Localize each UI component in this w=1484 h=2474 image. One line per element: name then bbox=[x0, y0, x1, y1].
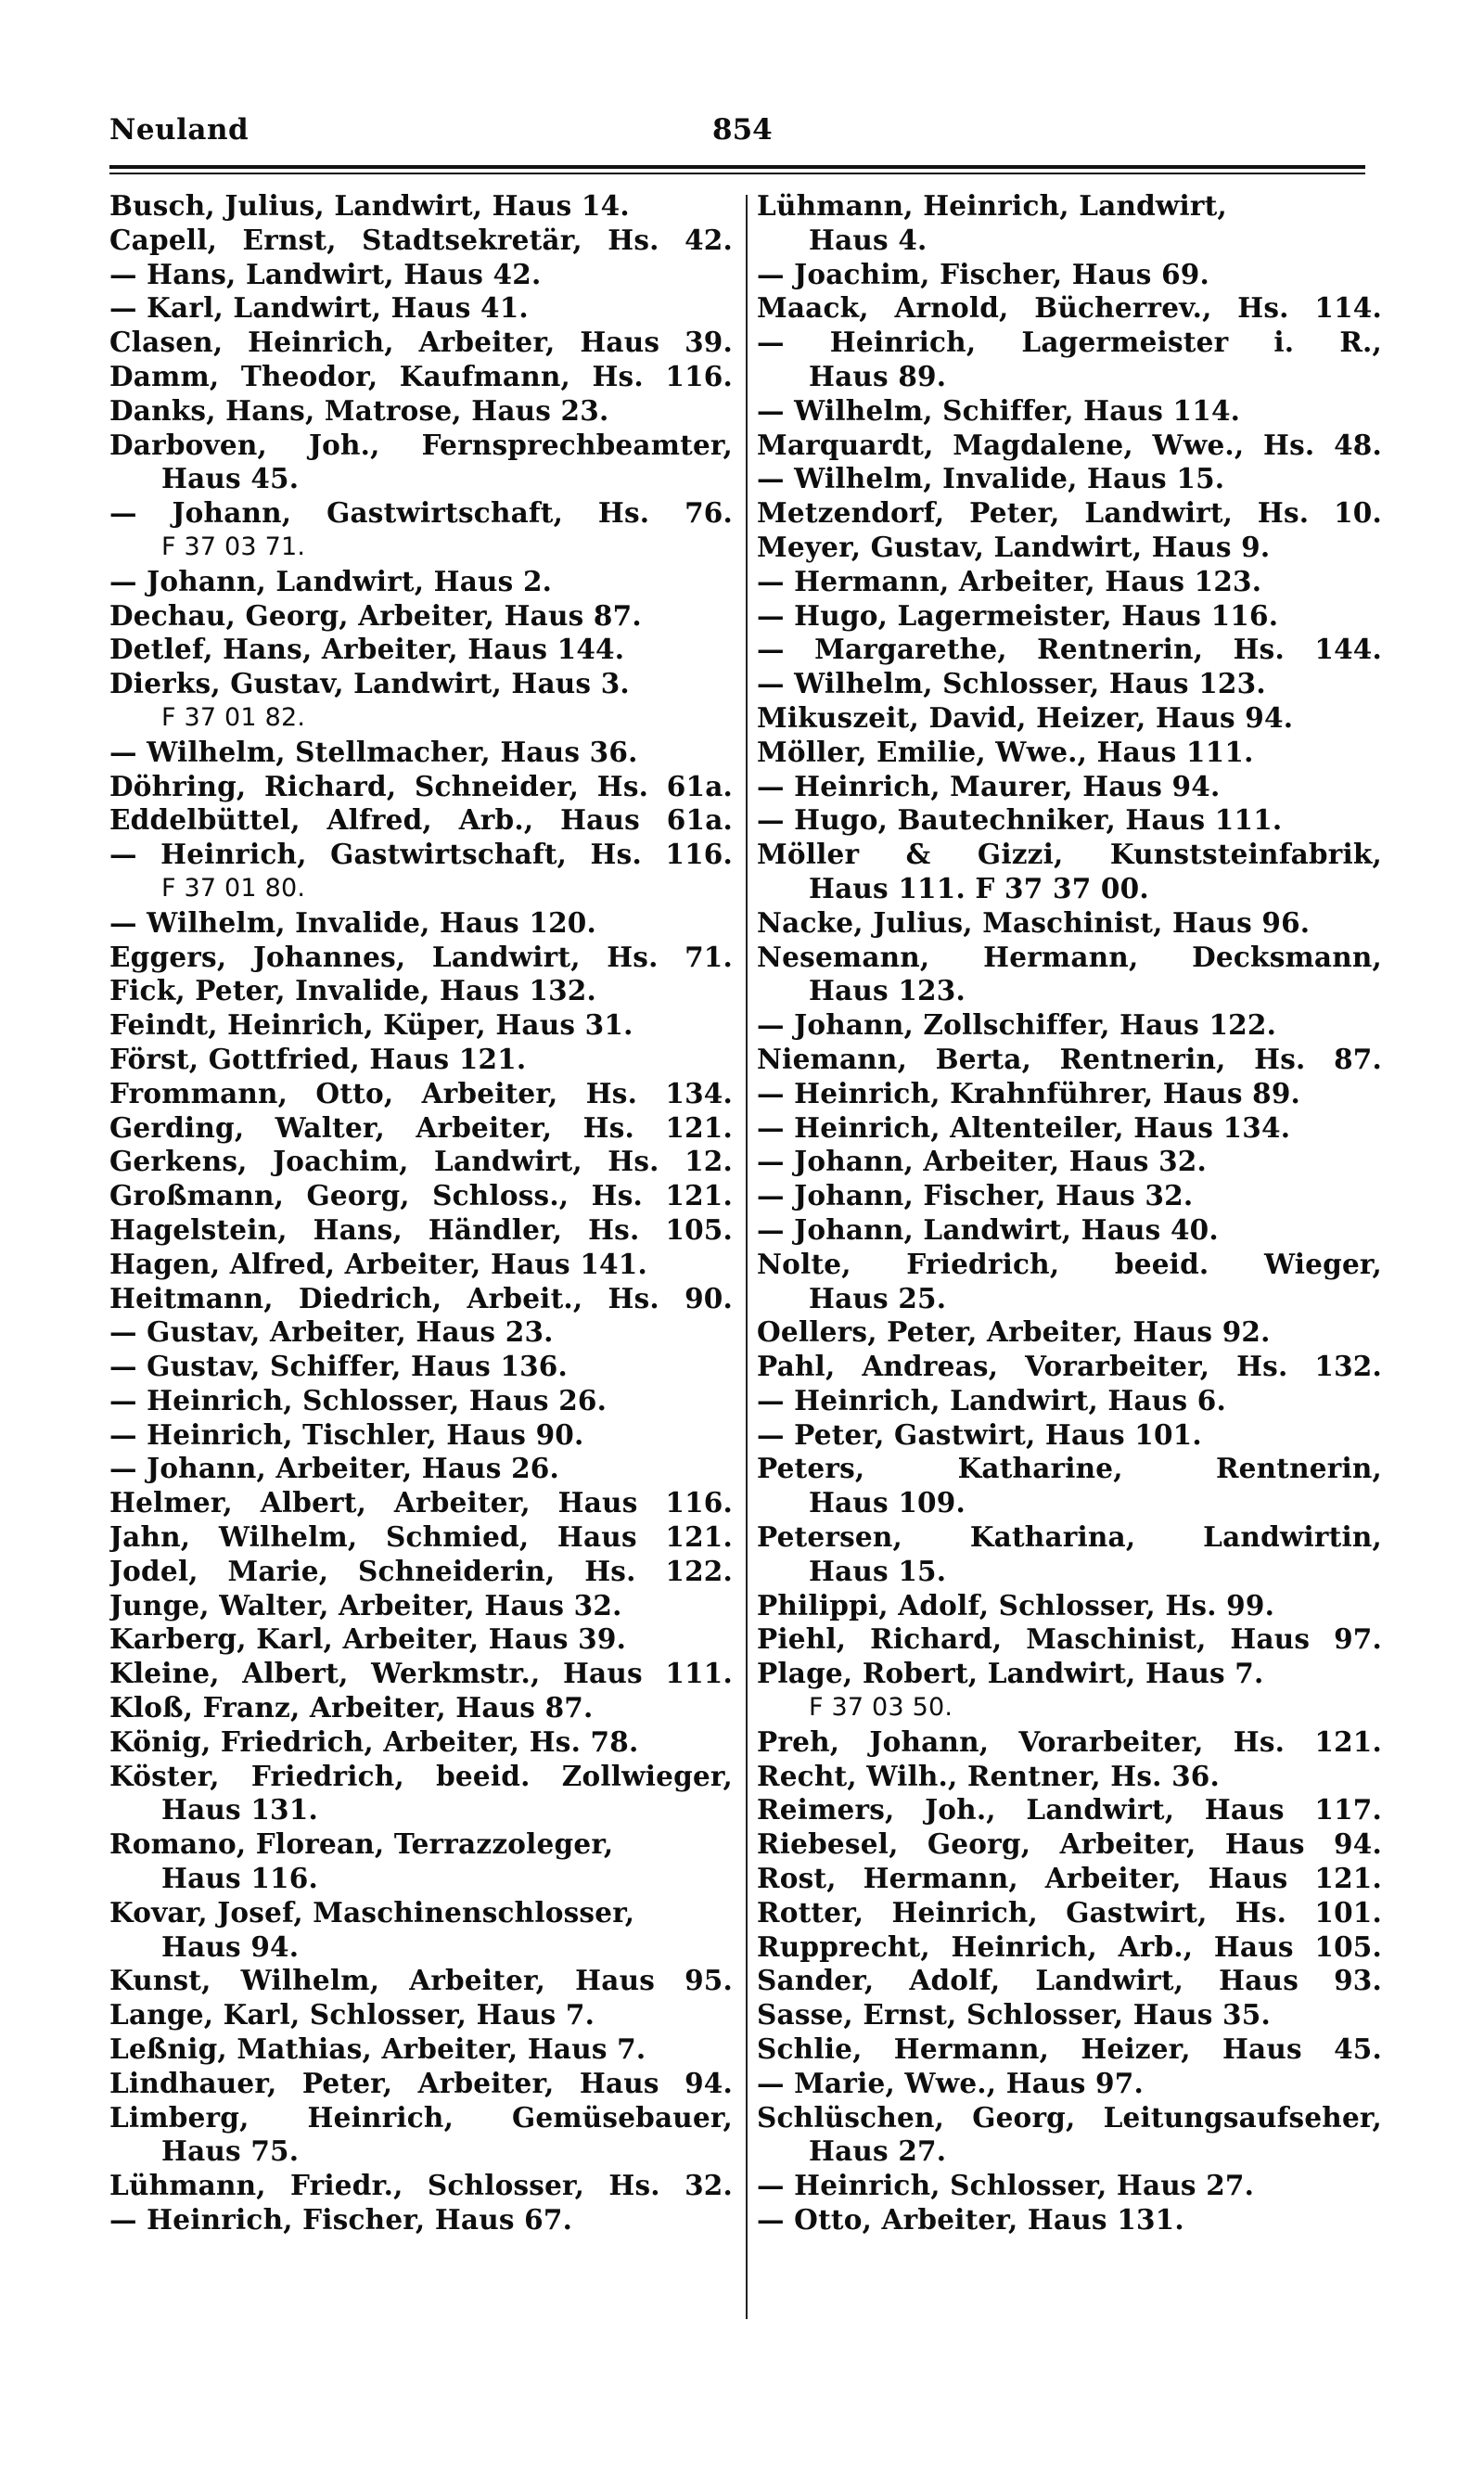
phone-number-line: F 37 03 71. bbox=[161, 532, 306, 561]
directory-entry-line: Peters, Katharine, Rentnerin, bbox=[757, 1452, 1382, 1485]
directory-entry-line: Romano, Florean, Terrazzoleger, bbox=[109, 1827, 614, 1861]
directory-entry-line: — Heinrich, Schlosser, Haus 26. bbox=[109, 1383, 608, 1416]
directory-entry-line: — Hugo, Lagermeister, Haus 116. bbox=[757, 598, 1279, 632]
directory-entry-line: Detlef, Hans, Arbeiter, Haus 144. bbox=[109, 633, 625, 666]
directory-entry-line: — Johann, Zollschiffer, Haus 122. bbox=[757, 1008, 1277, 1042]
directory-entry-line: Maack, Arnold, Bücherrev., Hs. 114. bbox=[757, 291, 1382, 325]
directory-entry-line: Feindt, Heinrich, Küper, Haus 31. bbox=[109, 1008, 633, 1042]
directory-entry-line: Damm, Theodor, Kaufmann, Hs. 116. bbox=[109, 359, 733, 392]
directory-entry-line: — Heinrich, Schlosser, Haus 27. bbox=[757, 2169, 1255, 2202]
directory-entry-line: — Johann, Arbeiter, Haus 32. bbox=[757, 1145, 1208, 1178]
directory-entry-line: — Hugo, Bautechniker, Haus 111. bbox=[757, 803, 1283, 837]
directory-entry-line: Junge, Walter, Arbeiter, Haus 32. bbox=[109, 1588, 622, 1622]
directory-entry-line: Oellers, Peter, Arbeiter, Haus 92. bbox=[757, 1315, 1271, 1349]
left-column bbox=[109, 189, 733, 2237]
directory-entry-line: Preh, Johann, Vorarbeiter, Hs. 121. bbox=[757, 1724, 1382, 1758]
directory-entry-line: — Heinrich, Krahnführer, Haus 89. bbox=[757, 1076, 1301, 1109]
directory-entry-line: Schlie, Hermann, Heizer, Haus 45. bbox=[757, 2032, 1382, 2066]
directory-entry-line: Sander, Adolf, Landwirt, Haus 93. bbox=[757, 1964, 1382, 1997]
entry-continuation-line: Haus 89. bbox=[809, 359, 947, 392]
entry-continuation-line: Haus 15. bbox=[809, 1554, 947, 1587]
directory-entry-line: Hagelstein, Hans, Händler, Hs. 105. bbox=[109, 1212, 733, 1246]
page-number: 854 bbox=[712, 113, 773, 147]
entry-continuation-line: Haus 4. bbox=[809, 223, 928, 256]
directory-entry-line: — Hans, Landwirt, Haus 42. bbox=[109, 257, 542, 290]
directory-entry-line: Riebesel, Georg, Arbeiter, Haus 94. bbox=[757, 1827, 1382, 1861]
entry-continuation-line: Haus 111. F 37 37 00. bbox=[809, 871, 1149, 904]
directory-entry-line: Gerding, Walter, Arbeiter, Hs. 121. bbox=[109, 1110, 733, 1144]
phone-number-line: F 37 03 50. bbox=[809, 1693, 953, 1723]
directory-entry-line: Kovar, Josef, Maschinenschlosser, bbox=[109, 1895, 635, 1929]
directory-entry-line: König, Friedrich, Arbeiter, Hs. 78. bbox=[109, 1724, 639, 1758]
directory-entry-line: Nesemann, Hermann, Decksmann, bbox=[757, 940, 1382, 973]
directory-entry-line: — Wilhelm, Invalide, Haus 120. bbox=[109, 905, 596, 939]
directory-entry-line: Petersen, Katharina, Landwirtin, bbox=[757, 1520, 1382, 1554]
directory-entry-line: Capell, Ernst, Stadtsekretär, Hs. 42. bbox=[109, 223, 733, 256]
directory-entry-line: Eddelbüttel, Alfred, Arb., Haus 61a. bbox=[109, 803, 733, 837]
directory-entry-line: Darboven, Joh., Fernsprechbeamter, bbox=[109, 428, 733, 461]
directory-entry-line: Busch, Julius, Landwirt, Haus 14. bbox=[109, 189, 630, 222]
directory-entry-line: Först, Gottfried, Haus 121. bbox=[109, 1042, 527, 1075]
directory-entry-line: — Otto, Arbeiter, Haus 131. bbox=[757, 2203, 1184, 2237]
directory-entry-line: Nolte, Friedrich, beeid. Wieger, bbox=[757, 1247, 1382, 1280]
directory-entry-line: — Johann, Fischer, Haus 32. bbox=[757, 1179, 1194, 1212]
directory-entry-line: — Johann, Arbeiter, Haus 26. bbox=[109, 1452, 560, 1485]
directory-entry-line: Fick, Peter, Invalide, Haus 132. bbox=[109, 974, 596, 1007]
entry-continuation-line: Haus 45. bbox=[161, 462, 300, 495]
directory-entry-line: Pahl, Andreas, Vorarbeiter, Hs. 132. bbox=[757, 1350, 1382, 1383]
directory-entry-line: Lindhauer, Peter, Arbeiter, Haus 94. bbox=[109, 2066, 733, 2099]
directory-entry-line: Lühmann, Friedr., Schlosser, Hs. 32. bbox=[109, 2169, 733, 2202]
directory-entry-line: Möller, Emilie, Wwe., Haus 111. bbox=[757, 735, 1254, 768]
directory-entry-line: — Peter, Gastwirt, Haus 101. bbox=[757, 1417, 1202, 1451]
directory-entry-line: Döhring, Richard, Schneider, Hs. 61a. bbox=[109, 769, 733, 802]
directory-entry-line: — Wilhelm, Schlosser, Haus 123. bbox=[757, 667, 1266, 700]
directory-entry-line: — Joachim, Fischer, Haus 69. bbox=[757, 257, 1209, 290]
directory-entry-line: Rotter, Heinrich, Gastwirt, Hs. 101. bbox=[757, 1895, 1382, 1929]
entry-continuation-line: Haus 109. bbox=[809, 1486, 966, 1519]
directory-entry-line: — Johann, Landwirt, Haus 2. bbox=[109, 564, 553, 597]
directory-entry-line: Mikuszeit, David, Heizer, Haus 94. bbox=[757, 700, 1294, 734]
directory-entry-line: Danks, Hans, Matrose, Haus 23. bbox=[109, 393, 609, 427]
directory-entry-line: Gerkens, Joachim, Landwirt, Hs. 12. bbox=[109, 1145, 733, 1178]
directory-entry-line: Hagen, Alfred, Arbeiter, Haus 141. bbox=[109, 1247, 647, 1280]
directory-entry-line: Helmer, Albert, Arbeiter, Haus 116. bbox=[109, 1486, 733, 1519]
directory-entry-line: Leßnig, Mathias, Arbeiter, Haus 7. bbox=[109, 2032, 646, 2066]
right-column bbox=[757, 189, 1382, 2237]
directory-entry-line: Niemann, Berta, Rentnerin, Hs. 87. bbox=[757, 1042, 1382, 1075]
directory-entry-line: — Heinrich, Gastwirtschaft, Hs. 116. bbox=[109, 838, 733, 871]
directory-entry-line: Köster, Friedrich, beeid. Zollwieger, bbox=[109, 1759, 733, 1792]
entry-continuation-line: Haus 116. bbox=[161, 1862, 318, 1895]
directory-entry-line: Großmann, Georg, Schloss., Hs. 121. bbox=[109, 1179, 733, 1212]
directory-entry-line: — Johann, Gastwirtschaft, Hs. 76. bbox=[109, 496, 733, 530]
directory-entry-line: Jodel, Marie, Schneiderin, Hs. 122. bbox=[109, 1554, 733, 1587]
directory-entry-line: — Marie, Wwe., Haus 97. bbox=[757, 2066, 1144, 2099]
entry-continuation-line: Haus 131. bbox=[161, 1793, 318, 1827]
phone-number-line: F 37 01 82. bbox=[161, 702, 306, 732]
directory-entry-line: Eggers, Johannes, Landwirt, Hs. 71. bbox=[109, 940, 733, 973]
directory-entry-line: Limberg, Heinrich, Gemüsebauer, bbox=[109, 2100, 733, 2134]
directory-entry-line: — Heinrich, Tischler, Haus 90. bbox=[109, 1417, 584, 1451]
directory-entry-line: Kunst, Wilhelm, Arbeiter, Haus 95. bbox=[109, 1964, 733, 1997]
directory-entry-line: Lühmann, Heinrich, Landwirt, bbox=[757, 189, 1227, 222]
directory-entry-line: Piehl, Richard, Maschinist, Haus 97. bbox=[757, 1622, 1382, 1656]
directory-entry-line: Kleine, Albert, Werkmstr., Haus 111. bbox=[109, 1657, 733, 1690]
directory-entry-line: — Karl, Landwirt, Haus 41. bbox=[109, 291, 529, 325]
column-divider bbox=[746, 195, 748, 2319]
directory-entry-line: Marquardt, Magdalene, Wwe., Hs. 48. bbox=[757, 428, 1382, 461]
directory-entry-line: — Wilhelm, Stellmacher, Haus 36. bbox=[109, 735, 638, 768]
directory-entry-line: Heitmann, Diedrich, Arbeit., Hs. 90. bbox=[109, 1281, 733, 1314]
directory-entry-line: — Heinrich, Maurer, Haus 94. bbox=[757, 769, 1221, 802]
directory-entry-line: — Gustav, Arbeiter, Haus 23. bbox=[109, 1315, 554, 1349]
entry-continuation-line: Haus 75. bbox=[161, 2134, 300, 2168]
directory-entry-line: Rost, Hermann, Arbeiter, Haus 121. bbox=[757, 1862, 1382, 1895]
entry-continuation-line: Haus 123. bbox=[809, 974, 966, 1007]
directory-entry-line: Philippi, Adolf, Schlosser, Hs. 99. bbox=[757, 1588, 1275, 1622]
header-rule-thick bbox=[109, 165, 1365, 169]
directory-entry-line: Möller & Gizzi, Kunststeinfabrik, bbox=[757, 838, 1382, 871]
header-rule-thin bbox=[109, 173, 1365, 174]
directory-entry-line: — Heinrich, Lagermeister i. R., bbox=[757, 326, 1382, 359]
directory-entry-line: — Gustav, Schiffer, Haus 136. bbox=[109, 1350, 569, 1383]
entry-continuation-line: Haus 25. bbox=[809, 1281, 947, 1314]
directory-entry-line: Meyer, Gustav, Landwirt, Haus 9. bbox=[757, 530, 1271, 563]
directory-entry-line: — Johann, Landwirt, Haus 40. bbox=[757, 1212, 1219, 1246]
directory-entry-line: Sasse, Ernst, Schlosser, Haus 35. bbox=[757, 1998, 1271, 2032]
directory-entry-line: Karberg, Karl, Arbeiter, Haus 39. bbox=[109, 1622, 627, 1656]
directory-entry-line: Frommann, Otto, Arbeiter, Hs. 134. bbox=[109, 1076, 733, 1109]
directory-entry-line: Schlüschen, Georg, Leitungsaufseher, bbox=[757, 2100, 1382, 2134]
directory-entry-line: — Heinrich, Fischer, Haus 67. bbox=[109, 2203, 573, 2237]
directory-entry-line: Lange, Karl, Schlosser, Haus 7. bbox=[109, 1998, 595, 2032]
directory-entry-line: Clasen, Heinrich, Arbeiter, Haus 39. bbox=[109, 326, 733, 359]
directory-entry-line: Reimers, Joh., Landwirt, Haus 117. bbox=[757, 1793, 1382, 1827]
directory-entry-line: Recht, Wilh., Rentner, Hs. 36. bbox=[757, 1759, 1221, 1792]
entry-continuation-line: Haus 27. bbox=[809, 2134, 947, 2168]
directory-entry-line: Metzendorf, Peter, Landwirt, Hs. 10. bbox=[757, 496, 1382, 530]
directory-entry-line: Kloß, Franz, Arbeiter, Haus 87. bbox=[109, 1691, 594, 1724]
directory-entry-line: Plage, Robert, Landwirt, Haus 7. bbox=[757, 1657, 1264, 1690]
directory-entry-line: Jahn, Wilhelm, Schmied, Haus 121. bbox=[109, 1520, 733, 1554]
directory-entry-line: Rupprecht, Heinrich, Arb., Haus 105. bbox=[757, 1929, 1382, 1963]
directory-entry-line: Dechau, Georg, Arbeiter, Haus 87. bbox=[109, 598, 642, 632]
entry-continuation-line: Haus 94. bbox=[161, 1929, 300, 1963]
directory-entry-line: — Wilhelm, Schiffer, Haus 114. bbox=[757, 393, 1241, 427]
directory-entry-line: — Wilhelm, Invalide, Haus 15. bbox=[757, 462, 1225, 495]
directory-entry-line: — Heinrich, Altenteiler, Haus 134. bbox=[757, 1110, 1291, 1144]
directory-entry-line: — Heinrich, Landwirt, Haus 6. bbox=[757, 1383, 1226, 1416]
directory-entry-line: — Hermann, Arbeiter, Haus 123. bbox=[757, 564, 1262, 597]
phone-number-line: F 37 01 80. bbox=[161, 873, 306, 903]
directory-entry-line: — Margarethe, Rentnerin, Hs. 144. bbox=[757, 633, 1382, 666]
page-header-title: Neuland bbox=[109, 113, 249, 147]
directory-entry-line: Dierks, Gustav, Landwirt, Haus 3. bbox=[109, 667, 630, 700]
directory-entry-line: Nacke, Julius, Maschinist, Haus 96. bbox=[757, 905, 1311, 939]
